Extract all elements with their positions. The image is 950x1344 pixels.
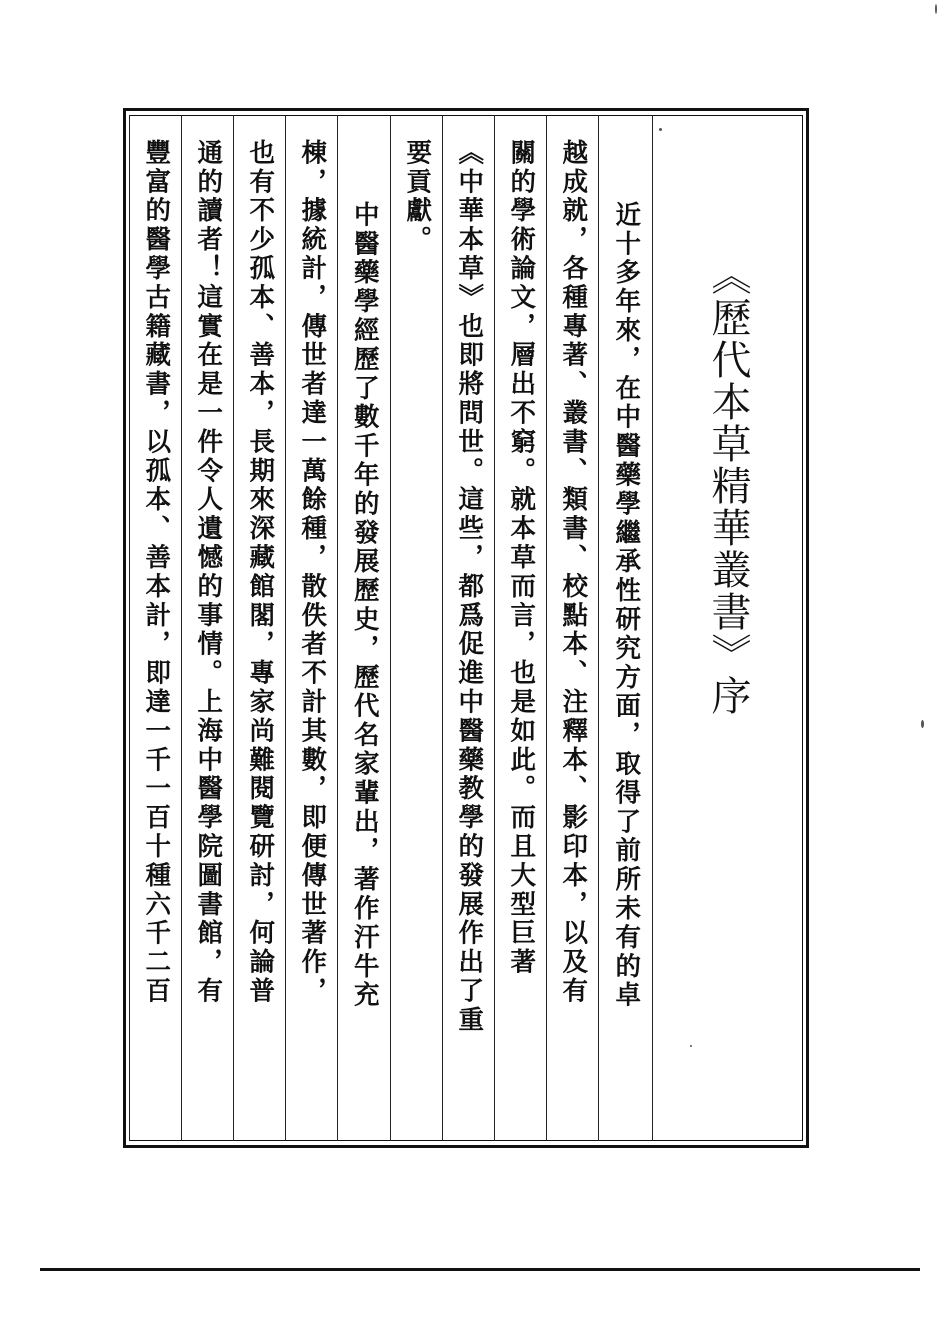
text-column-4 [442,115,494,1141]
column-text: 越成就，各種專著、叢書、類書、校點本、注釋本、影印本，以及有 [558,139,589,1006]
text-column-6 [337,115,390,1141]
text-column-5 [390,115,442,1141]
scan-speck [690,1045,692,1047]
column-text: 通的讀者！這實在是一件令人遺憾的事情。上海中醫學院圖書館，有 [193,139,224,1006]
bottom-rule [40,1268,920,1271]
column-text: 也有不少孤本、善本，長期來深藏館閣，專家尚難閱覽研討，何論普 [245,139,276,1006]
text-column-10 [129,115,181,1141]
page-title: 《歷代本草精華叢書》序 [705,255,751,717]
text-column-7 [285,115,337,1141]
column-text: 關的學術論文，層出不窮。就本草而言，也是如此。而且大型巨著 [506,139,537,978]
column-text: 棟，據統計，傳世者達一萬餘種，散佚者不計其數，即便傳世著作， [297,139,328,1006]
text-column-1 [598,115,652,1141]
column-text: 近十多年來，在中醫藥學繼承性研究方面，取得了前所未有的卓 [611,201,642,1011]
column-text: 《中華本草》也即將問世。這些，都爲促進中醫藥教學的發展作出了重 [454,139,485,1035]
column-text: 豐富的醫學古籍藏書，以孤本、善本計，即達一千一百十種六千二百 [141,139,172,1006]
text-column-2 [546,115,598,1141]
scan-speck [921,720,924,728]
text-column-3 [494,115,546,1141]
column-text: 中醫藥學經歷了數千年的發展歷史，歷代名家輩出，著作汗牛充 [349,201,380,1011]
scan-speck [935,4,937,14]
scan-speck [659,128,662,131]
text-column-9 [181,115,233,1141]
column-text: 要貢獻。 [402,139,433,255]
title-column [652,115,803,1141]
text-column-8 [233,115,285,1141]
